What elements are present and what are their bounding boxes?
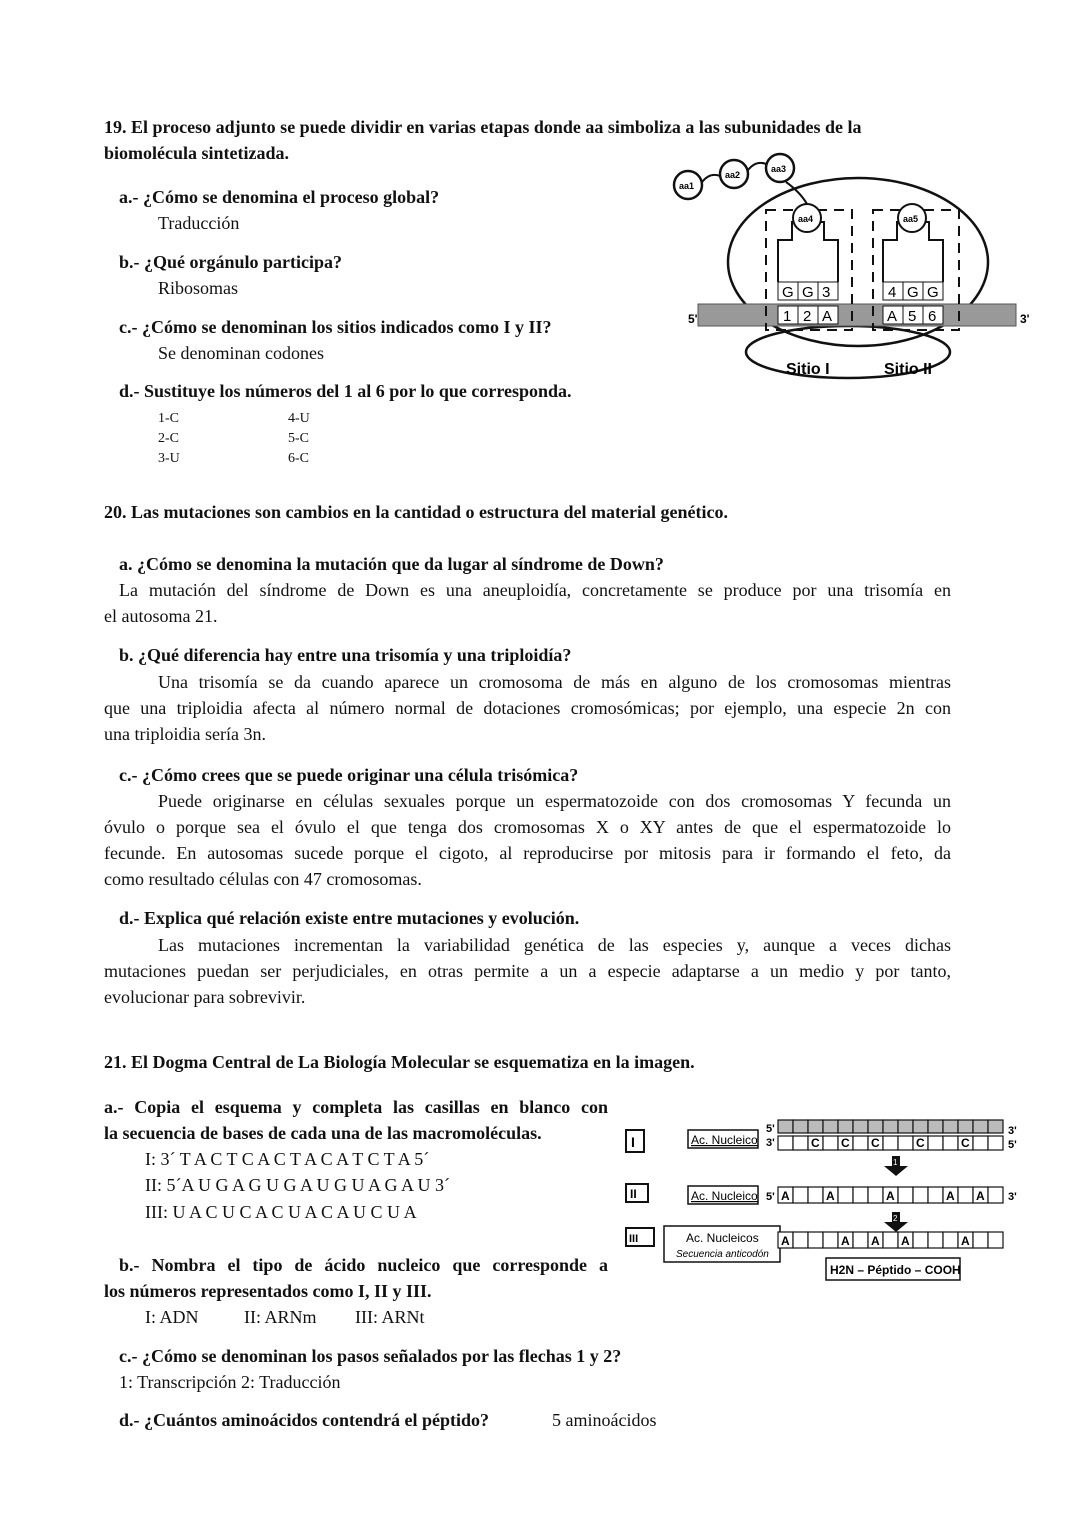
q20-c-answer-line4: como resultado células con 47 cromosomas.: [104, 869, 422, 889]
row-III-base: A: [961, 1234, 970, 1248]
q20-c-question: c.- ¿Cómo crees que se puede originar una célula trisómica?: [119, 765, 579, 785]
row-I-top-cell: [913, 1120, 928, 1133]
q19-d-item: 5-C: [288, 431, 309, 446]
trna2-top-2: G: [927, 284, 939, 301]
row-III-cell: [853, 1232, 868, 1248]
row-II-cell: [928, 1187, 943, 1203]
row-II-base: A: [886, 1189, 895, 1203]
row-III-cell: [943, 1232, 958, 1248]
ac-nucleico-I: Ac. Nucleico: [691, 1133, 758, 1147]
ac-nucleico-II: Ac. Nucleico: [691, 1189, 758, 1203]
q21-b-answer-II: II: ARNm: [244, 1307, 317, 1327]
trna1-anticodon: [778, 282, 838, 301]
arrow-2: [884, 1212, 908, 1232]
trna2-anticodon: [883, 282, 943, 301]
aa5-label: aa5: [903, 214, 919, 224]
peptide-bond-1: [702, 175, 720, 182]
aa2-label: aa2: [725, 170, 741, 180]
row-III-cell: [808, 1232, 823, 1248]
row-I-bottom-cell: [943, 1136, 958, 1150]
arrow-1: [884, 1156, 908, 1176]
q19-d-item: 3-U: [158, 451, 180, 466]
row-I-bottom-cell: [778, 1136, 793, 1150]
q21-b-answer-I: I: ADN: [145, 1307, 199, 1327]
q20-d-answer-line1: Las mutaciones incrementan la variabilidad genética de las especies y, aunque a veces dichas: [158, 935, 951, 955]
q21-d-answer: 5 aminoácidos: [552, 1410, 657, 1430]
aa1-label: aa1: [679, 181, 695, 191]
row-I-top-cell: [898, 1120, 913, 1133]
arrow-1-label: 1: [893, 1158, 898, 1167]
row-I-top-cell: [808, 1120, 823, 1133]
row-I-bottom-base: C: [961, 1136, 970, 1150]
row-I-bottom-cell: [853, 1136, 868, 1150]
row-I-top-cell: [988, 1120, 1003, 1133]
row-I-top-five: 5': [766, 1123, 775, 1135]
trna2-bottom-2: 6: [928, 308, 937, 325]
row-I-top-row: [778, 1120, 1003, 1133]
q21-d-question: d.- ¿Cuántos aminoácidos contendrá el péptido?: [119, 1410, 490, 1430]
q19-d-item: 4-U: [288, 411, 310, 426]
q19-d-question: d.- Sustituye los números del 1 al 6 por lo que corresponda.: [119, 381, 572, 401]
row-II-cell: [793, 1187, 808, 1203]
q20-a-answer-line1: La mutación del síndrome de Down es una aneuploidía, concretamente se produce por una trisomía en: [119, 580, 951, 600]
row-II-cell: [838, 1187, 853, 1203]
row-I-top-cell: [868, 1120, 883, 1133]
row-I-top-cell: [853, 1120, 868, 1133]
q21-b-question-line1: b.- Nombra el tipo de ácido nucleico que corresponde a: [119, 1255, 608, 1275]
row-I-bottom-cell: [823, 1136, 838, 1150]
row-III-cell: [883, 1232, 898, 1248]
codon-2: [883, 306, 943, 325]
row-I-top-three: 3': [1008, 1125, 1017, 1137]
q20-b-answer-line2: que una triploidia afecta al número normal de dotaciones cromosómicas; por ejemplo, una especie 2n con: [104, 698, 951, 718]
q19-d-item: 6-C: [288, 451, 309, 466]
trna1-top-2: 3: [822, 284, 831, 301]
five-prime-label: 5': [688, 312, 698, 326]
row-II-cell: [808, 1187, 823, 1203]
trna2-top-1: G: [907, 284, 919, 301]
row-II-cell: [913, 1187, 928, 1203]
q19-b-question: b.- ¿Qué orgánulo participa?: [119, 252, 343, 272]
row-III-base: A: [781, 1234, 790, 1248]
q21-b-question-line2: los números representados como I, II y III.: [104, 1281, 432, 1301]
label-I: I: [631, 1134, 635, 1150]
row-III-base: A: [901, 1234, 910, 1248]
q19-intro-line2: biomolécula sintetizada.: [104, 143, 289, 163]
arrow-2-label: 2: [893, 1214, 898, 1223]
row-I-top-cell: [838, 1120, 853, 1133]
q19-d-item: 2-C: [158, 431, 179, 446]
q19-a-question: a.- ¿Cómo se denomina el proceso global?: [119, 187, 440, 207]
codon-1: [778, 306, 838, 325]
row-I-bottom-base: C: [841, 1136, 850, 1150]
row-I-bottom-cell: [898, 1136, 913, 1150]
peptide-bond-2: [748, 163, 766, 170]
row-III-cell: [928, 1232, 943, 1248]
row-I-bottom-cell: [793, 1136, 808, 1150]
row-II-base: A: [826, 1189, 835, 1203]
row-II-three: 3': [1008, 1191, 1017, 1203]
row-II-cell: [853, 1187, 868, 1203]
row-I-top-cell: [823, 1120, 838, 1133]
row-II-cell: [958, 1187, 973, 1203]
trna1-top-1: G: [802, 284, 814, 301]
row-III-cell: [823, 1232, 838, 1248]
peptide-label: H2N – Péptido – COOH: [830, 1263, 961, 1277]
q21-a-question-line2: la secuencia de bases de cada una de las macromoléculas.: [104, 1123, 542, 1143]
trna1-bottom-2: A: [822, 308, 833, 325]
q19-c-question: c.- ¿Cómo se denominan los sitios indicados como I y II?: [119, 317, 552, 337]
q20-a-answer-line2: el autosoma 21.: [104, 606, 218, 626]
q21-b-answer-III: III: ARNt: [355, 1307, 425, 1327]
row-III-cell: [793, 1232, 808, 1248]
row-I-top-cell: [943, 1120, 958, 1133]
q21-sequence-II: II: 5´A U G A G U G A U G U A G A U 3´: [145, 1175, 451, 1195]
site-1-label: Sitio I: [786, 361, 830, 378]
row-I-top-cell: [973, 1120, 988, 1133]
row-I-top-cell: [793, 1120, 808, 1133]
q21-sequence-I: I: 3´ T A C T C A C T A C A T C T A 5´: [145, 1149, 430, 1169]
row-III-base: A: [871, 1234, 880, 1248]
q20-c-answer-line3: fecunde. En autosomas sucede porque el cigoto, al reproducirse por mitosis para ir formando el feto, da: [104, 843, 951, 863]
q20-b-answer-line1: Una trisomía se da cuando aparece un cromosoma de más en alguno de los cromosomas mientras: [158, 672, 951, 692]
row-II-base: A: [946, 1189, 955, 1203]
q21-title: 21. El Dogma Central de La Biología Molecular se esquematiza en la imagen.: [104, 1052, 695, 1072]
row-I-bottom-base: C: [916, 1136, 925, 1150]
row-III-row: [778, 1232, 1003, 1248]
q19-c-answer: Se denominan codones: [158, 343, 324, 363]
row-II-row: [778, 1187, 1003, 1203]
q20-c-answer-line2: óvulo o porque sea el óvulo el que tenga dos cromosomas X o XY antes de que el espermatozoide lo: [104, 817, 951, 837]
row-I-bottom-cell: [988, 1136, 1003, 1150]
q20-b-question: b. ¿Qué diferencia hay entre una trisomía y una triploidía?: [119, 645, 572, 665]
row-II-cell: [988, 1187, 1003, 1203]
row-III-cell: [913, 1232, 928, 1248]
trna1-bottom-0: 1: [783, 308, 792, 325]
row-I-bottom-row: [778, 1136, 1003, 1150]
row-I-bottom-base: C: [871, 1136, 880, 1150]
row-I-bottom-cell: [973, 1136, 988, 1150]
row-I-top-cell: [883, 1120, 898, 1133]
trna2-bottom-0: A: [887, 308, 898, 325]
label-II: II: [630, 1187, 637, 1201]
q20-c-answer-line1: Puede originarse en células sexuales porque un espermatozoide con dos cromosomas Y fecunda un: [158, 791, 951, 811]
q21-sequence-III: III: U A C U C A C U A C A U C U A: [145, 1202, 417, 1222]
row-I-top-cell: [928, 1120, 943, 1133]
q21-c-question: c.- ¿Cómo se denominan los pasos señalados por las flechas 1 y 2?: [119, 1346, 622, 1366]
row-II-base: A: [976, 1189, 985, 1203]
q19-b-answer: Ribosomas: [158, 278, 239, 298]
secuencia-anticodon: Secuencia anticodón: [676, 1249, 769, 1260]
trna1-top-0: G: [782, 284, 794, 301]
row-I-bottom-five: 5': [1008, 1139, 1017, 1151]
three-prime-label: 3': [1020, 312, 1030, 326]
row-III-base: A: [841, 1234, 850, 1248]
aa3-label: aa3: [771, 164, 787, 174]
central-dogma-figure: [620, 1116, 1030, 1286]
q20-title: 20. Las mutaciones son cambios en la cantidad o estructura del material genético.: [104, 502, 728, 522]
row-I-bottom-base: C: [811, 1136, 820, 1150]
label-III: III: [629, 1233, 639, 1245]
q20-d-answer-line3: evolucionar para sobrevivir.: [104, 987, 306, 1007]
row-I-bottom-three: 3': [766, 1137, 775, 1149]
q21-a-question-line1: a.- Copia el esquema y completa las casillas en blanco con: [104, 1097, 608, 1117]
translation-figure: [668, 152, 1046, 384]
row-III-cell: [988, 1232, 1003, 1248]
trna1-bottom-1: 2: [803, 308, 812, 325]
q20-d-answer-line2: mutaciones puedan ser perjudiciales, en otras permite a un a especie adaptarse a un medio y por tanto,: [104, 961, 951, 981]
q19-d-item: 1-C: [158, 411, 179, 426]
q19-intro-line1: 19. El proceso adjunto se puede dividir en varias etapas donde aa simboliza a las subunidades de la: [104, 117, 862, 137]
q19-a-answer: Traducción: [158, 213, 240, 233]
row-II-five: 5': [766, 1191, 775, 1203]
q20-d-question: d.- Explica qué relación existe entre mutaciones y evolución.: [119, 908, 580, 928]
q21-c-answer: 1: Transcripción 2: Traducción: [119, 1372, 341, 1392]
row-II-base: A: [781, 1189, 790, 1203]
q20-b-answer-line3: una triploidia sería 3n.: [104, 724, 266, 744]
row-II-cell: [898, 1187, 913, 1203]
row-III-cell: [973, 1232, 988, 1248]
ac-nucleicos-III: Ac. Nucleicos: [686, 1231, 759, 1245]
row-I-top-cell: [958, 1120, 973, 1133]
mrna-strand: [698, 304, 1016, 326]
row-II-cell: [868, 1187, 883, 1203]
row-I-top-cell: [778, 1120, 793, 1133]
row-I-bottom-cell: [883, 1136, 898, 1150]
trna2-bottom-1: 5: [908, 308, 917, 325]
site-2-label: Sitio II: [884, 361, 932, 378]
q20-a-question: a. ¿Cómo se denomina la mutación que da lugar al síndrome de Down?: [119, 554, 664, 574]
row-I-bottom-cell: [928, 1136, 943, 1150]
trna2-top-0: 4: [888, 284, 897, 301]
aa4-label: aa4: [798, 214, 814, 224]
